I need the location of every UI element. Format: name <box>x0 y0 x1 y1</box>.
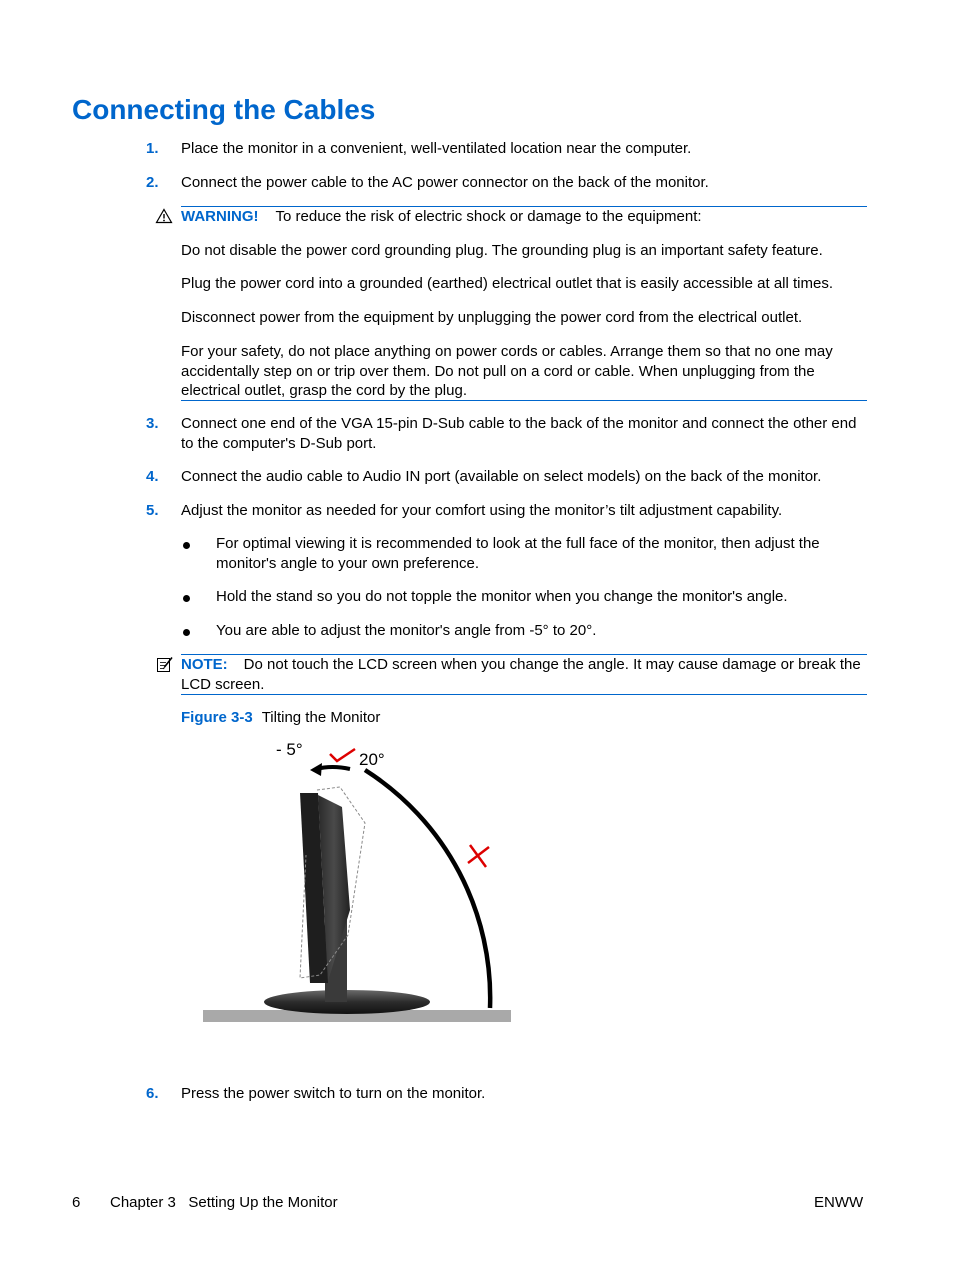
figure-label: Figure 3-3 <box>181 709 253 726</box>
angle-forward-label: 20° <box>359 750 385 769</box>
warning-paragraph-1: Do not disable the power cord grounding plug. The grounding plug is an important safety feature. <box>181 242 823 259</box>
warning-paragraph-2: Plug the power cord into a grounded (earthed) electrical outlet that is easily accessible at all times. <box>181 275 834 292</box>
note-bottom-rule <box>181 694 867 695</box>
step-4-number: 4. <box>146 468 159 485</box>
step-6-number: 6. <box>146 1085 159 1102</box>
step-1-number: 1. <box>146 140 159 157</box>
step-2-text: Connect the power cable to the AC power connector on the back of the monitor. <box>181 174 709 191</box>
footer-code: ENWW <box>814 1194 864 1211</box>
bullet-1-text: For optimal viewing it is recommended to look at the full face of the monitor, then adjust the monitor's angle to your own preference. <box>216 535 820 572</box>
note-label: NOTE: <box>181 656 228 673</box>
page-number: 6 <box>72 1194 81 1211</box>
note-pencil-icon <box>156 656 174 674</box>
step-5-text: Adjust the monitor as needed for your comfort using the monitor’s tilt adjustment capability. <box>181 502 783 519</box>
check-mark-icon <box>330 749 355 761</box>
footer-chapter: Chapter 3 Setting Up the Monitor <box>110 1194 338 1211</box>
bullet-dot-icon <box>183 595 190 602</box>
bullet-dot-icon <box>183 542 190 549</box>
step-4-text: Connect the audio cable to Audio IN port (available on select models) on the back of the monitor. <box>181 468 822 485</box>
step-6-text: Press the power switch to turn on the monitor. <box>181 1085 486 1102</box>
note-text: Do not touch the LCD screen when you change the angle. It may cause damage or break the LCD screen. <box>181 656 861 693</box>
warning-paragraph-4: For your safety, do not place anything on power cords or cables. Arrange them so that no one may accidentally step on or trip over them. Do not pull on a cord or cable. When unplugging from the electrical outlet, grasp the cord by the plug. <box>181 343 833 399</box>
page-title: Connecting the Cables <box>72 94 376 125</box>
warning-heading <box>181 207 867 227</box>
warning-intro: To reduce the risk of electric shock or damage to the equipment: <box>275 208 702 225</box>
figure-caption-text: Tilting the Monitor <box>261 709 381 726</box>
figure-caption <box>181 708 380 728</box>
step-3-number: 3. <box>146 415 159 432</box>
tilt-monitor-illustration <box>200 735 520 1030</box>
step-3-text: Connect one end of the VGA 15-pin D-Sub cable to the back of the monitor and connect the other end to the computer's D-Sub port. <box>181 415 857 452</box>
bullet-dot-icon <box>183 629 190 636</box>
warning-paragraph-3: Disconnect power from the equipment by unplugging the power cord from the electrical outlet. <box>181 309 803 326</box>
warning-label: WARNING! <box>181 208 259 225</box>
tilt-arc <box>365 770 490 1008</box>
warning-triangle-icon <box>155 208 173 224</box>
note-block <box>181 655 867 694</box>
bullet-2-text: Hold the stand so you do not topple the monitor when you change the monitor's angle. <box>216 588 788 605</box>
arrowhead-icon <box>310 763 322 776</box>
warning-bottom-rule <box>181 400 867 401</box>
bullet-3-text: You are able to adjust the monitor's angle from -5° to 20°. <box>216 622 597 639</box>
step-1-text: Place the monitor in a convenient, well-ventilated location near the computer. <box>181 140 692 157</box>
step-5-number: 5. <box>146 502 159 519</box>
step-2-number: 2. <box>146 174 159 191</box>
angle-back-label: - 5° <box>276 740 303 759</box>
